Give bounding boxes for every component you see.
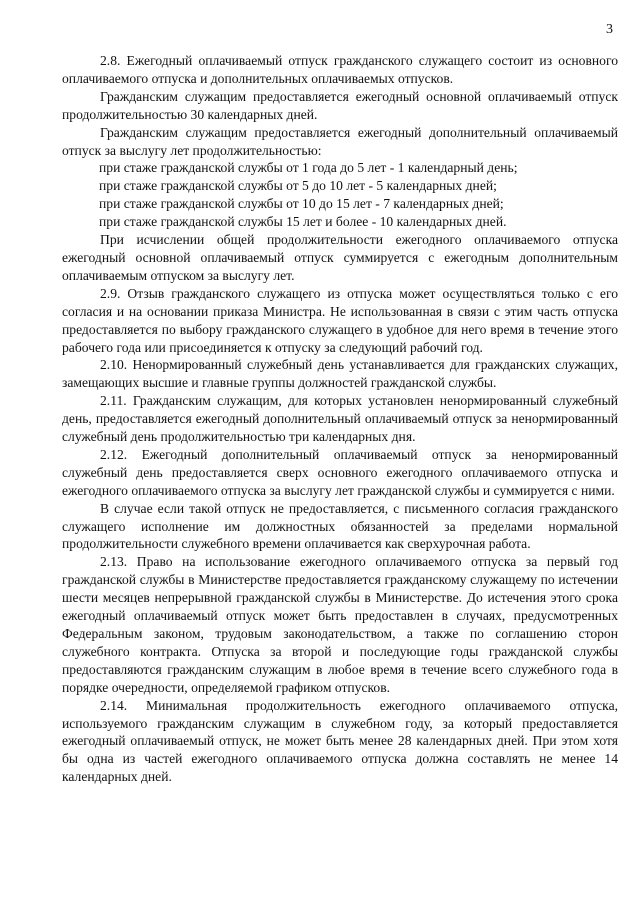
paragraph: Гражданским служащим предоставляется ежегодный дополнительный оплачиваемый отпуск за выслугу лет продолжительностью:	[62, 124, 618, 158]
paragraph: В случае если такой отпуск не предоставляется, с письменного согласия гражданского служащего исполнение им должностных обязанностей за пределами нормальной продолжительности служебного времени оплачивается как сверхурочная работа.	[62, 500, 618, 552]
paragraph: 2.8. Ежегодный оплачиваемый отпуск гражданского служащего состоит из основного оплачиваемого отпуска и дополнительных оплачиваемых отпусков.	[62, 53, 618, 86]
paragraph: 2.13. Право на использование ежегодного оплачиваемого отпуска за первый год гражданской службы в Министерстве предоставляется гражданскому служащему по истечении шести месяцев непрерывной гражданской службы в Министерстве. До истечения этого срока ежегодный оплачиваемый отпуск может быть предоставлен в случаях, предусмотренных Федеральным законом, трудовым законодательством, а также по соглашению сторон служебного контракта. Отпуска за второй и последующие годы гражданской службы предоставляются гражданским служащим в любое время в течение всего служебного года в порядке очередности, определяемой графиком отпусков.	[62, 554, 618, 695]
list-item: при стаже гражданской службы 15 лет и более - 10 календарных дней.	[99, 214, 507, 230]
document-body	[62, 52, 618, 786]
paragraph: 2.9. Отзыв гражданского служащего из отпуска может осуществляться только с его согласия и на основании приказа Министра. Не использованная в связи с этим часть отпуска предоставляется по выбору гражданского служащего в удобное для него время в течение этого рабочего года или присоединяется к отпуску за следующий рабочий год.	[62, 285, 618, 355]
paragraph: 2.14. Минимальная продолжительность ежегодного оплачиваемого отпуска, используемого гражданским служащим в служебном году, за который предоставляется ежегодный оплачиваемый отпуск, не может быть менее 28 календарных дней. При этом хотя бы одна из частей ежегодного оплачиваемого отпуска должна составлять не менее 14 календарных дней.	[62, 697, 618, 785]
paragraph: При исчислении общей продолжительности ежегодного оплачиваемого отпуска ежегодный основной оплачиваемый отпуск суммируется с ежегодным дополнительным оплачиваемым отпуском за выслугу лет.	[62, 232, 618, 283]
paragraph: 2.12. Ежегодный дополнительный оплачиваемый отпуск за ненормированный служебный день предоставляется сверх основного ежегодного оплачиваемого отпуска и ежегодного оплачиваемого отпуска за выслугу лет гражданской службы и суммируется с ними.	[62, 446, 618, 498]
paragraph: Гражданским служащим предоставляется ежегодный основной оплачиваемый отпуск продолжительностью 30 календарных дней.	[62, 88, 618, 122]
page-number: 3	[606, 22, 613, 37]
list-item: при стаже гражданской службы от 1 года до 5 лет - 1 календарный день;	[99, 160, 518, 176]
paragraph: 2.11. Гражданским служащим, для которых установлен ненормированный служебный день, предоставляется ежегодный дополнительный оплачиваемый отпуск за ненормированный служебный день продолжительностью три календарных дня.	[62, 393, 618, 445]
list-item: при стаже гражданской службы от 5 до 10 лет - 5 календарных дней;	[99, 178, 497, 194]
paragraph: 2.10. Ненормированный служебный день устанавливается для гражданских служащих, замещающих высшие и главные группы должностей гражданской службы.	[62, 357, 618, 391]
list-item: при стаже гражданской службы от 10 до 15 лет - 7 календарных дней;	[99, 196, 504, 212]
